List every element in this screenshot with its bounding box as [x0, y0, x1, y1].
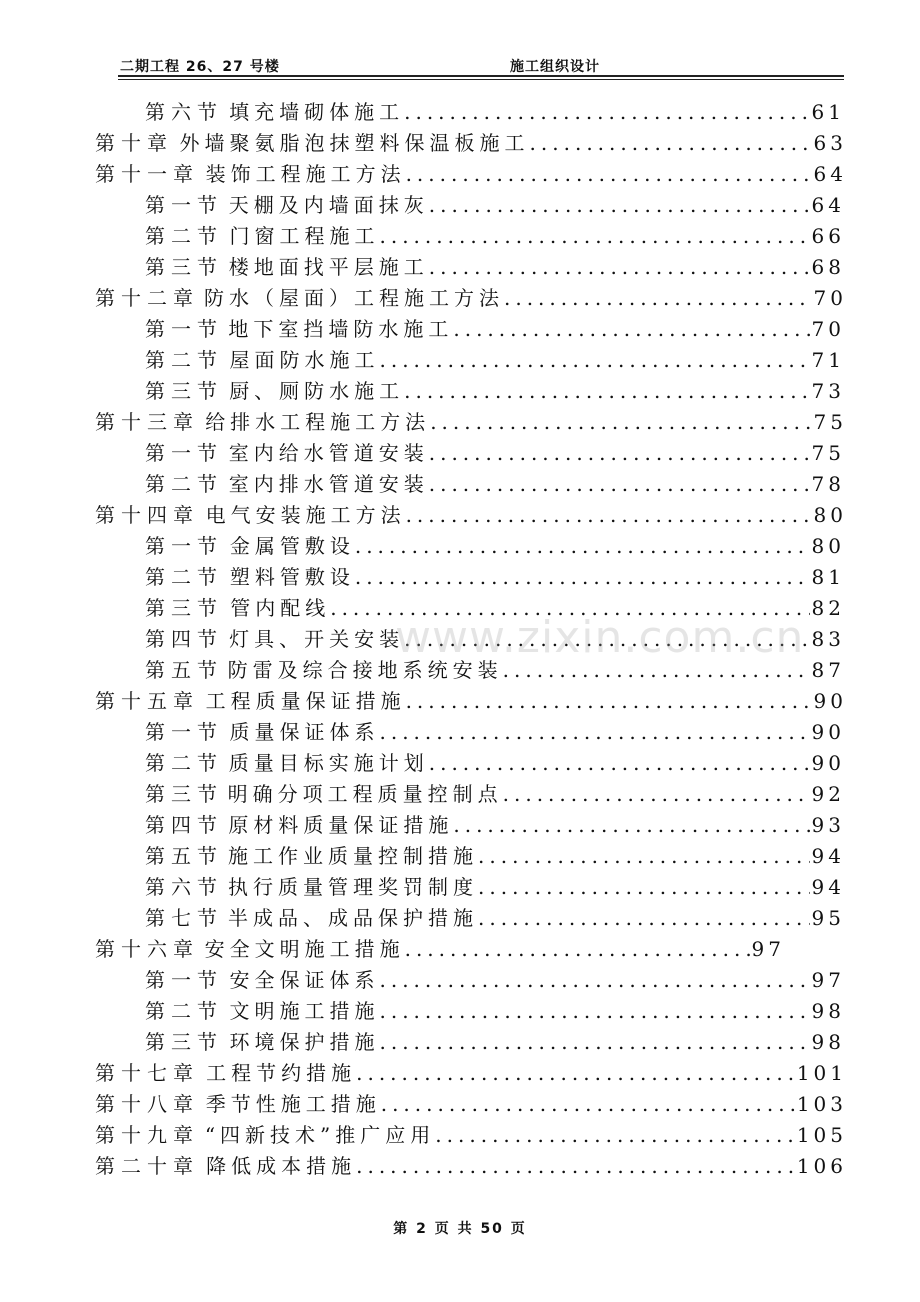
toc-page-number: 68 — [811, 255, 845, 279]
dot-leader — [404, 377, 809, 405]
toc-section-row[interactable] — [145, 780, 845, 808]
dot-leader — [404, 98, 809, 126]
toc-page-number: 94 — [811, 844, 845, 868]
dot-leader — [379, 966, 809, 994]
toc-entry-title: 天棚及内墙面抹灰 — [228, 193, 429, 217]
toc-page-number: 94 — [811, 875, 845, 899]
dot-leader — [530, 129, 812, 157]
toc-page-number: 103 — [796, 1092, 847, 1116]
toc-page-number: 80 — [811, 534, 845, 558]
toc-section-row[interactable] — [145, 718, 845, 746]
toc-entry-number: 第五节 — [145, 658, 223, 682]
dot-leader — [379, 997, 809, 1025]
toc-page-number: 93 — [811, 813, 845, 837]
toc-chapter-row[interactable] — [95, 1152, 847, 1180]
toc-section-row[interactable] — [145, 315, 845, 343]
toc-entry-number: 第二节 — [145, 472, 223, 496]
toc-entry-number: 第十八章 — [95, 1092, 199, 1116]
toc-page-number: 87 — [811, 658, 845, 682]
toc-entry-number: 第七节 — [145, 906, 223, 930]
toc-entry-title: 门窗工程施工 — [229, 224, 380, 248]
dot-leader — [429, 439, 810, 467]
dot-leader — [429, 253, 810, 281]
toc-entry-number: 第五节 — [145, 844, 223, 868]
toc-chapter-row[interactable] — [95, 935, 785, 963]
toc-entry-title: 屋面防水施工 — [229, 348, 380, 372]
toc-entry-title: 防雷及综合接地系统安装 — [227, 658, 503, 682]
toc-section-row[interactable] — [145, 253, 845, 281]
toc-entry-title: 明确分项工程质量控制点 — [227, 782, 503, 806]
toc-entry-number: 第二节 — [145, 348, 223, 372]
dot-leader — [406, 687, 812, 715]
toc-section-row[interactable] — [145, 563, 845, 591]
toc-page-number: 83 — [811, 627, 845, 651]
toc-section-row[interactable] — [145, 1028, 845, 1056]
toc-chapter-row[interactable] — [95, 687, 847, 715]
toc-entry-number: 第十一章 — [95, 162, 199, 186]
toc-page-number: 81 — [811, 565, 845, 589]
toc-entry-title: 质量保证体系 — [229, 720, 380, 744]
toc-entry-title: 执行质量管理奖罚制度 — [228, 875, 478, 899]
toc-entry-title: 质量目标实施计划 — [228, 751, 429, 775]
toc-section-row[interactable] — [145, 904, 845, 932]
toc-entry-number: 第十六章 — [95, 937, 199, 961]
toc-entry-number: 第六节 — [145, 100, 223, 124]
toc-entry-number: 第四节 — [145, 813, 223, 837]
toc-entry-number: 第二节 — [145, 999, 223, 1023]
toc-entry-number: 第十三章 — [95, 410, 199, 434]
toc-section-row[interactable] — [145, 191, 845, 219]
toc-section-row[interactable] — [145, 532, 845, 560]
dot-leader — [503, 780, 810, 808]
toc-chapter-row[interactable] — [95, 1121, 847, 1149]
toc-entry-number: 第二节 — [145, 224, 223, 248]
toc-page-number: 98 — [811, 999, 845, 1023]
dot-leader — [355, 563, 810, 591]
toc-entry-number: 第二节 — [145, 751, 223, 775]
toc-page-number: 101 — [796, 1061, 847, 1085]
toc-entry-title: 外墙聚氨脂泡抹塑料保温板施工 — [179, 131, 530, 155]
toc-entry-title: 厨、厕防水施工 — [229, 379, 405, 403]
dot-leader — [430, 408, 811, 436]
toc-chapter-row[interactable] — [95, 408, 847, 436]
toc-chapter-row[interactable] — [95, 160, 847, 188]
toc-entry-number: 第十章 — [95, 131, 173, 155]
toc-entry-number: 第十二章 — [95, 286, 199, 310]
toc-entry-title: 金属管敷设 — [229, 534, 355, 558]
toc-section-row[interactable] — [145, 470, 845, 498]
toc-entry-title: 降低成本措施 — [206, 1154, 357, 1178]
toc-entry-number: 第三节 — [145, 255, 223, 279]
toc-entry-number: 第一节 — [145, 441, 223, 465]
toc-page-number: 70 — [811, 317, 845, 341]
toc-section-row[interactable] — [145, 98, 845, 126]
dot-leader — [379, 718, 809, 746]
toc-chapter-row[interactable] — [95, 284, 847, 312]
dot-leader — [356, 1152, 795, 1180]
toc-entry-number: 第十四章 — [95, 503, 199, 527]
dot-leader — [379, 222, 809, 250]
toc-entry-title: 室内给水管道安装 — [228, 441, 429, 465]
toc-page-number: 64 — [811, 193, 845, 217]
toc-entry-title: 室内排水管道安装 — [228, 472, 429, 496]
toc-entry-number: 第一节 — [145, 317, 223, 341]
toc-entry-title: 楼地面找平层施工 — [228, 255, 429, 279]
toc-section-row[interactable] — [145, 749, 845, 777]
toc-page-number: 105 — [796, 1123, 847, 1147]
toc-entry-title: 填充墙砌体施工 — [229, 100, 405, 124]
watermark: www.zixin.com.cn — [395, 612, 805, 663]
toc-entry-title: 半成品、成品保护措施 — [228, 906, 478, 930]
toc-entry-number: 第一节 — [145, 193, 223, 217]
toc-page-number: 95 — [811, 906, 845, 930]
toc-page-number: 70 — [813, 286, 847, 310]
toc-entry-title: 施工作业质量控制措施 — [228, 844, 478, 868]
dot-leader — [379, 1028, 809, 1056]
dot-leader — [406, 501, 812, 529]
toc-entry-title: 工程节约措施 — [206, 1061, 357, 1085]
toc-entry-title: 塑料管敷设 — [229, 565, 355, 589]
dot-leader — [453, 811, 809, 839]
toc-page-number: 98 — [811, 1030, 845, 1054]
dot-leader — [453, 315, 809, 343]
toc-entry-title: 文明施工措施 — [229, 999, 380, 1023]
header-project-name: 二期工程 26、27 号楼 — [120, 59, 280, 75]
toc-entry-title: 管内配线 — [230, 596, 331, 620]
header-rule-thin — [118, 79, 844, 80]
toc-entry-number: 第三节 — [145, 1030, 223, 1054]
toc-page-number: 106 — [796, 1154, 847, 1178]
toc-entry-title: 安全保证体系 — [229, 968, 380, 992]
toc-entry-number: 第一节 — [145, 968, 223, 992]
toc-page-number: 75 — [811, 441, 845, 465]
toc-chapter-row[interactable] — [95, 129, 847, 157]
toc-entry-title: 季节性施工措施 — [205, 1092, 381, 1116]
toc-entry-number: 第三节 — [145, 782, 223, 806]
toc-chapter-row[interactable] — [95, 501, 847, 529]
toc-page-number: 92 — [811, 782, 845, 806]
dot-leader — [355, 532, 810, 560]
toc-section-row[interactable] — [145, 842, 845, 870]
toc-entry-number: 第二十章 — [95, 1154, 199, 1178]
dot-leader — [429, 749, 810, 777]
toc-entry-number: 第十九章 — [95, 1123, 199, 1147]
toc-page-number: 97 — [811, 968, 845, 992]
toc-entry-title: 工程质量保证措施 — [205, 689, 406, 713]
dot-leader — [478, 873, 810, 901]
toc-entry-number: 第十五章 — [95, 689, 199, 713]
toc-entry-number: 第六节 — [145, 875, 223, 899]
toc-entry-title: 防水（屋面）工程施工方法 — [203, 286, 504, 310]
header-document-title: 施工组织设计 — [510, 59, 600, 75]
toc-chapter-row[interactable] — [95, 1090, 847, 1118]
toc-entry-number: 第三节 — [145, 596, 223, 620]
toc-entry-title: “四新技术”推广应用 — [204, 1123, 436, 1147]
toc-entry-title: 灯具、开关安装 — [229, 627, 405, 651]
toc-section-row[interactable] — [145, 346, 845, 374]
page-footer: 第 2 页 共 50 页 — [393, 1221, 527, 1237]
toc-page-number: 66 — [811, 224, 845, 248]
toc-entry-number: 第三节 — [145, 379, 223, 403]
dot-leader — [379, 346, 809, 374]
toc-page-number: 78 — [811, 472, 845, 496]
toc-entry-number: 第一节 — [145, 534, 223, 558]
toc-page-number: 71 — [811, 348, 845, 372]
toc-entry-title: 电气安装施工方法 — [205, 503, 406, 527]
toc-page-number: 73 — [811, 379, 845, 403]
dot-leader — [478, 842, 810, 870]
toc-section-row[interactable] — [145, 811, 845, 839]
toc-chapter-row[interactable] — [95, 1059, 847, 1087]
toc-page-number: 97 — [751, 937, 785, 961]
toc-entry-title: 安全文明施工措施 — [204, 937, 405, 961]
dot-leader — [435, 1121, 795, 1149]
dot-leader — [406, 160, 812, 188]
toc-page-number: 63 — [813, 131, 847, 155]
toc-entry-title: 环境保护措施 — [229, 1030, 380, 1054]
toc-entry-title: 装饰工程施工方法 — [205, 162, 406, 186]
toc-section-row[interactable] — [145, 997, 845, 1025]
header-rule-thick — [118, 75, 844, 77]
dot-leader — [381, 1090, 795, 1118]
toc-entry-title: 地下室挡墙防水施工 — [228, 317, 454, 341]
toc-page-number: 90 — [811, 751, 845, 775]
dot-leader — [478, 904, 810, 932]
toc-section-row[interactable] — [145, 222, 845, 250]
toc-entry-number: 第十七章 — [95, 1061, 199, 1085]
toc-page-number: 90 — [811, 720, 845, 744]
toc-entry-title: 原材料质量保证措施 — [228, 813, 454, 837]
toc-page-number: 82 — [811, 596, 845, 620]
toc-section-row[interactable] — [145, 377, 845, 405]
dot-leader — [429, 191, 810, 219]
toc-entry-number: 第二节 — [145, 565, 223, 589]
toc-section-row[interactable] — [145, 873, 845, 901]
toc-section-row[interactable] — [145, 966, 845, 994]
toc-page-number: 61 — [811, 100, 845, 124]
toc-page-number: 75 — [813, 410, 847, 434]
dot-leader — [504, 284, 812, 312]
toc-page-number: 64 — [813, 162, 847, 186]
toc-section-row[interactable] — [145, 439, 845, 467]
toc-entry-number: 第四节 — [145, 627, 223, 651]
dot-leader — [405, 935, 750, 963]
toc-page-number: 80 — [813, 503, 847, 527]
toc-entry-number: 第一节 — [145, 720, 223, 744]
toc-entry-title: 给排水工程施工方法 — [205, 410, 431, 434]
dot-leader — [356, 1059, 795, 1087]
dot-leader — [429, 470, 810, 498]
toc-page-number: 90 — [813, 689, 847, 713]
